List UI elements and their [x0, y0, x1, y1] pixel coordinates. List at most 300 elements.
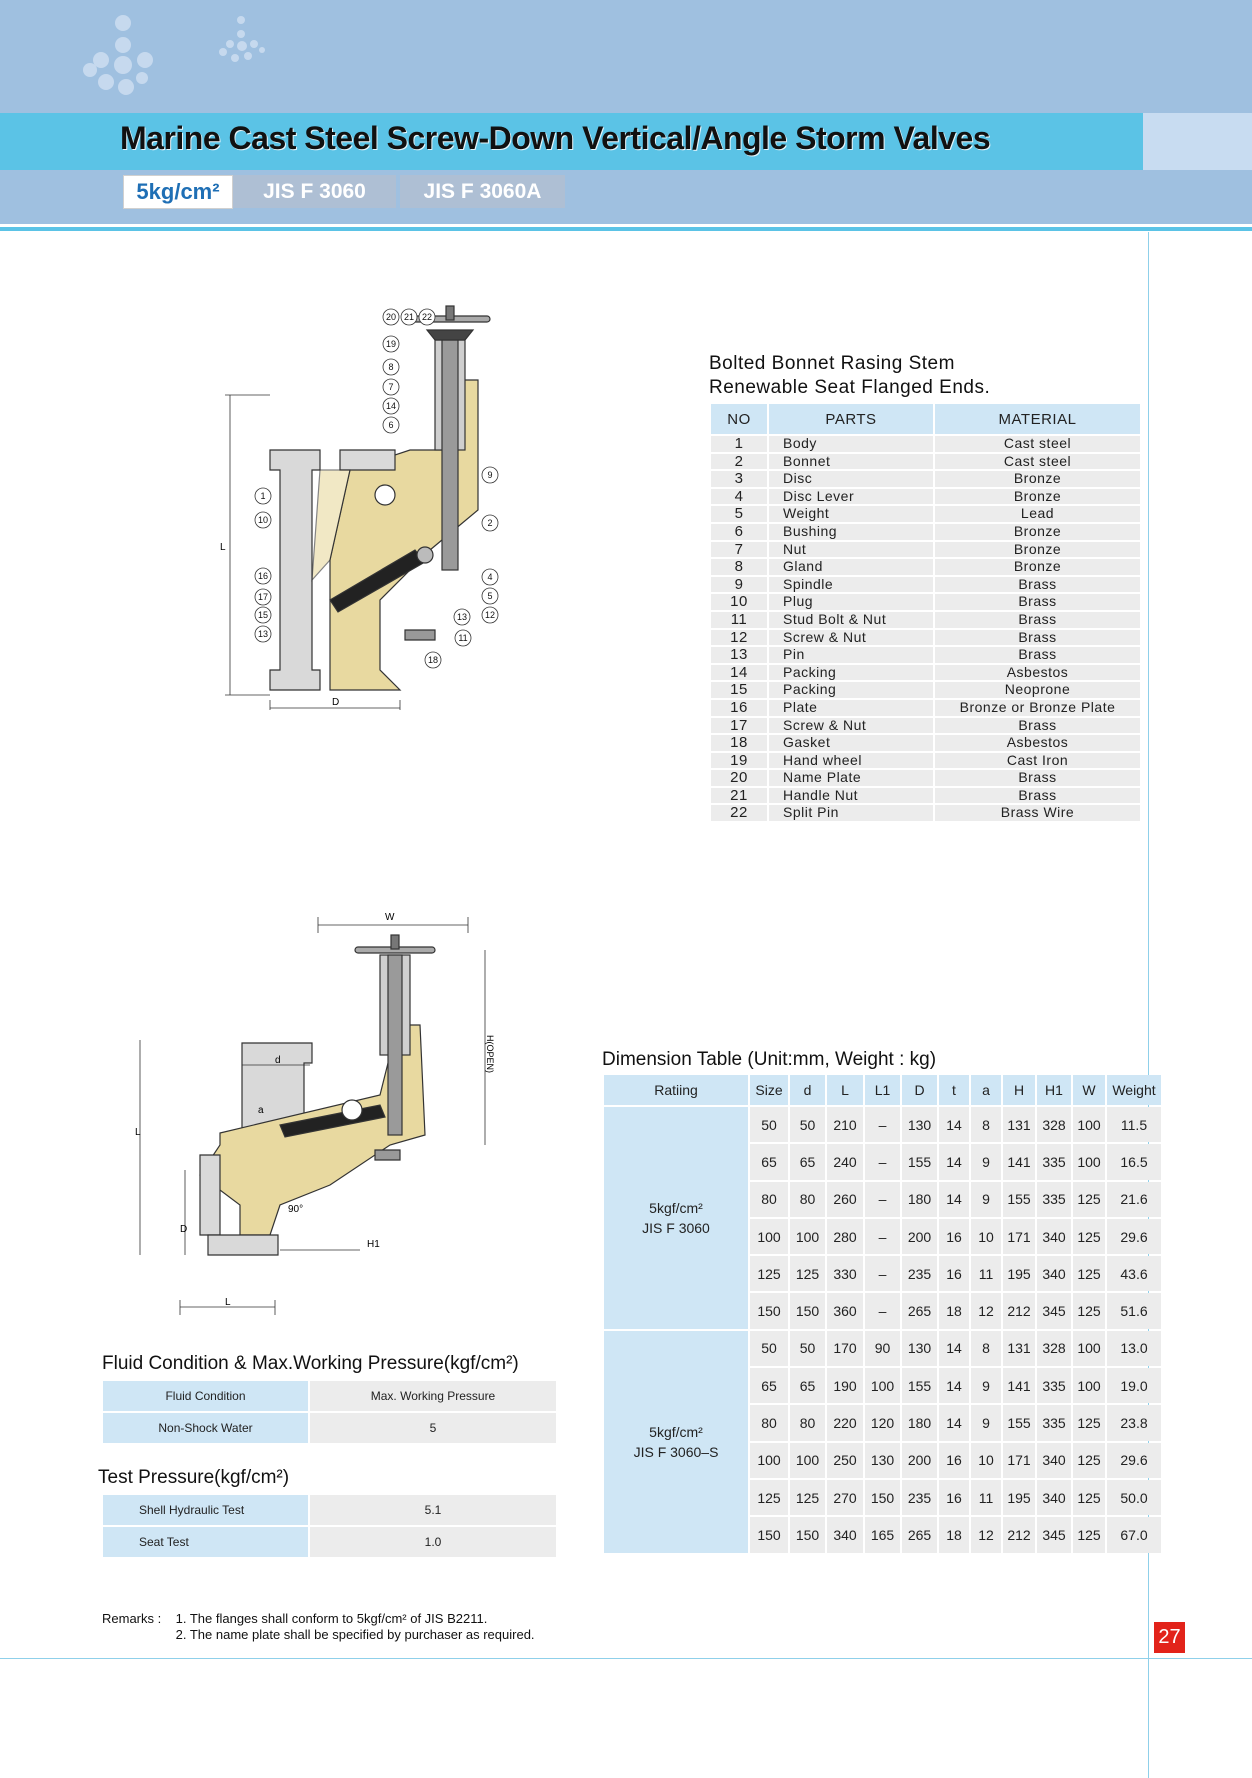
part-name: Disc Lever: [769, 489, 933, 505]
part-material: Asbestos: [935, 735, 1140, 751]
dim-cell-weight: 51.6: [1107, 1293, 1161, 1328]
dim-cell-W: 125: [1073, 1219, 1105, 1254]
dim-cell-d: 150: [790, 1517, 825, 1552]
callout-13-left: 13: [257, 629, 269, 639]
dim-cell-L: 280: [827, 1219, 863, 1254]
col-header-rating: Ratiing: [604, 1075, 748, 1105]
part-name: Spindle: [769, 577, 933, 593]
dim-cell-L: 220: [827, 1405, 863, 1440]
remark-item-1: 1. The flanges shall conform to 5kgf/cm² of JIS B2211.: [175, 1611, 488, 1626]
part-material: Bronze: [935, 489, 1140, 505]
dim-cell-H1: 340: [1037, 1256, 1071, 1291]
page-title: Marine Cast Steel Screw-Down Vertical/Angle Storm Valves: [120, 120, 991, 156]
part-number: 17: [711, 718, 767, 734]
parts-row: [711, 735, 1140, 751]
dim-cell-H: 155: [1003, 1182, 1035, 1217]
part-number: 7: [711, 542, 767, 558]
callout-10: 10: [257, 515, 269, 525]
dim-cell-size: 65: [750, 1144, 788, 1179]
dim-cell-H1: 328: [1037, 1331, 1071, 1366]
dim-cell-weight: 50.0: [1107, 1480, 1161, 1515]
dim-cell-a: 11: [971, 1480, 1001, 1515]
part-material: Brass: [935, 647, 1140, 663]
part-material: Neoprone: [935, 682, 1140, 698]
dim-label-H1: H1: [367, 1239, 380, 1250]
col-header-size: Size: [750, 1075, 788, 1105]
dim-cell-d: 80: [790, 1182, 825, 1217]
test-row-seat-value: 1.0: [310, 1527, 556, 1557]
part-name: Gasket: [769, 735, 933, 751]
dim-cell-t: 14: [939, 1368, 969, 1403]
dim-cell-a: 9: [971, 1182, 1001, 1217]
dim-cell-H: 171: [1003, 1443, 1035, 1478]
part-number: 16: [711, 700, 767, 716]
test-pressure-table: [101, 1493, 558, 1559]
remarks: [102, 1611, 535, 1643]
part-number: 20: [711, 770, 767, 786]
dim-cell-weight: 67.0: [1107, 1517, 1161, 1552]
dim-cell-t: 16: [939, 1219, 969, 1254]
dim-cell-weight: 29.6: [1107, 1219, 1161, 1254]
dim-label-angle-90: 90°: [288, 1204, 304, 1215]
part-number: 12: [711, 630, 767, 646]
dim-cell-W: 125: [1073, 1480, 1105, 1515]
parts-heading-line2: Renewable Seat Flanged Ends.: [709, 377, 991, 398]
parts-heading: [709, 352, 990, 400]
dim-cell-H: 195: [1003, 1480, 1035, 1515]
dim-cell-L: 330: [827, 1256, 863, 1291]
dim-cell-L1: –: [865, 1182, 900, 1217]
dim-cell-d: 65: [790, 1144, 825, 1179]
dim-label-a: a: [258, 1105, 264, 1116]
dim-cell-H1: 345: [1037, 1293, 1071, 1328]
dim-cell-a: 12: [971, 1517, 1001, 1552]
part-name: Stud Bolt & Nut: [769, 612, 933, 628]
dim-cell-weight: 21.6: [1107, 1182, 1161, 1217]
part-material: Brass: [935, 630, 1140, 646]
dim-cell-d: 125: [790, 1480, 825, 1515]
part-name: Hand wheel: [769, 753, 933, 769]
part-number: 22: [711, 805, 767, 821]
dim-cell-L1: 100: [865, 1368, 900, 1403]
dim-cell-size: 150: [750, 1293, 788, 1328]
dim-cell-t: 14: [939, 1144, 969, 1179]
dim-cell-H1: 328: [1037, 1107, 1071, 1142]
rating-line2: JIS F 3060–S: [633, 1443, 719, 1460]
test-pressure-heading: Test Pressure(kgf/cm²): [98, 1467, 290, 1488]
fluid-row-condition: Non-Shock Water: [103, 1413, 308, 1443]
rating-line1: 5kgf/cm²: [649, 1199, 703, 1216]
col-header-H: H: [1003, 1075, 1035, 1105]
footer-rule: [0, 1658, 1252, 1659]
part-number: 9: [711, 577, 767, 593]
dot-logo-decoration: [70, 8, 280, 108]
dim-cell-t: 18: [939, 1293, 969, 1328]
part-number: 18: [711, 735, 767, 751]
col-header-L1: L1: [865, 1075, 900, 1105]
callout-19: 19: [385, 339, 397, 349]
rating-line1: 5kgf/cm²: [649, 1423, 703, 1440]
dim-cell-H1: 340: [1037, 1443, 1071, 1478]
callout-5: 5: [487, 591, 493, 601]
part-material: Brass: [935, 718, 1140, 734]
part-material: Bronze: [935, 471, 1140, 487]
dim-cell-t: 18: [939, 1517, 969, 1552]
callout-20: 20: [385, 312, 397, 322]
part-number: 8: [711, 559, 767, 575]
dim-cell-L1: –: [865, 1144, 900, 1179]
dim-cell-t: 16: [939, 1443, 969, 1478]
callout-12: 12: [484, 610, 496, 620]
dim-cell-a: 12: [971, 1293, 1001, 1328]
part-name: Screw & Nut: [769, 630, 933, 646]
parts-row: [711, 454, 1140, 470]
dim-cell-a: 8: [971, 1107, 1001, 1142]
test-row-shell-value: 5.1: [310, 1495, 556, 1525]
parts-row: [711, 559, 1140, 575]
dim-cell-size: 100: [750, 1443, 788, 1478]
parts-row: [711, 506, 1140, 522]
parts-row: [711, 436, 1140, 452]
callout-17: 17: [257, 592, 269, 602]
dim-cell-W: 100: [1073, 1368, 1105, 1403]
part-material: Brass Wire: [935, 805, 1140, 821]
part-number: 11: [711, 612, 767, 628]
fluid-header-pressure: Max. Working Pressure: [310, 1381, 556, 1411]
part-name: Nut: [769, 542, 933, 558]
dim-cell-L: 270: [827, 1480, 863, 1515]
part-name: Disc: [769, 471, 933, 487]
fluid-condition-heading: Fluid Condition & Max.Working Pressure(kgf/cm²): [102, 1353, 519, 1374]
parts-row: [711, 612, 1140, 628]
dim-label-D: D: [332, 697, 340, 708]
part-name: Plug: [769, 594, 933, 610]
dim-cell-size: 100: [750, 1219, 788, 1254]
dim-cell-weight: 29.6: [1107, 1443, 1161, 1478]
part-name: Weight: [769, 506, 933, 522]
dim-cell-d: 150: [790, 1293, 825, 1328]
col-header-material: MATERIAL: [935, 404, 1140, 434]
dim-cell-D: 180: [902, 1405, 937, 1440]
dim-cell-L1: –: [865, 1107, 900, 1142]
dim-cell-t: 14: [939, 1331, 969, 1366]
part-name: Body: [769, 436, 933, 452]
part-name: Gland: [769, 559, 933, 575]
dim-cell-W: 125: [1073, 1443, 1105, 1478]
dim-cell-D: 200: [902, 1219, 937, 1254]
dim-cell-H1: 335: [1037, 1368, 1071, 1403]
dim-cell-t: 14: [939, 1405, 969, 1440]
dim-cell-weight: 11.5: [1107, 1107, 1161, 1142]
test-row-seat-label: Seat Test: [103, 1527, 308, 1557]
dim-cell-W: 125: [1073, 1517, 1105, 1552]
part-number: 3: [711, 471, 767, 487]
callout-22: 22: [421, 312, 433, 322]
dim-cell-L: 190: [827, 1368, 863, 1403]
dim-cell-d: 100: [790, 1443, 825, 1478]
parts-row: [711, 665, 1140, 681]
dim-cell-L1: 90: [865, 1331, 900, 1366]
col-header-L: L: [827, 1075, 863, 1105]
callout-6: 6: [388, 420, 394, 430]
parts-row: [711, 489, 1140, 505]
part-number: 2: [711, 454, 767, 470]
part-material: Brass: [935, 770, 1140, 786]
dim-cell-L: 260: [827, 1182, 863, 1217]
part-name: Packing: [769, 665, 933, 681]
dim-cell-H1: 340: [1037, 1219, 1071, 1254]
dim-cell-L: 170: [827, 1331, 863, 1366]
title-band-accent: [1143, 113, 1252, 170]
angle-valve-cross-section-diagram: [130, 905, 510, 1325]
dim-cell-H: 171: [1003, 1219, 1035, 1254]
dim-cell-size: 125: [750, 1480, 788, 1515]
callout-13-right: 13: [456, 612, 468, 622]
callout-15: 15: [257, 610, 269, 620]
parts-row: [711, 524, 1140, 540]
dim-cell-H: 212: [1003, 1293, 1035, 1328]
parts-row: [711, 718, 1140, 734]
col-header-D: D: [902, 1075, 937, 1105]
callout-2: 2: [487, 518, 493, 528]
dim-cell-D: 235: [902, 1256, 937, 1291]
dim-cell-weight: 16.5: [1107, 1144, 1161, 1179]
fluid-row-pressure: 5: [310, 1413, 556, 1443]
dimension-table-heading: Dimension Table (Unit:mm, Weight : kg): [602, 1049, 937, 1070]
part-name: Plate: [769, 700, 933, 716]
dimension-row: [604, 1331, 1161, 1366]
dim-cell-t: 14: [939, 1182, 969, 1217]
dim-cell-d: 125: [790, 1256, 825, 1291]
rating-cell: [604, 1107, 748, 1329]
part-number: 5: [711, 506, 767, 522]
dim-cell-L: 340: [827, 1517, 863, 1552]
parts-row: [711, 577, 1140, 593]
dim-cell-a: 11: [971, 1256, 1001, 1291]
dim-cell-L1: 120: [865, 1405, 900, 1440]
dim-cell-H1: 340: [1037, 1480, 1071, 1515]
part-name: Bushing: [769, 524, 933, 540]
part-number: 4: [711, 489, 767, 505]
dim-cell-size: 150: [750, 1517, 788, 1552]
header-divider: [0, 227, 1252, 231]
dimension-table: [602, 1073, 1163, 1555]
test-row-shell-label: Shell Hydraulic Test: [103, 1495, 308, 1525]
remark-item-2: 2. The name plate shall be specified by purchaser as required.: [175, 1627, 535, 1642]
col-header-d: d: [790, 1075, 825, 1105]
fluid-condition-table: [101, 1379, 558, 1445]
parts-row: [711, 682, 1140, 698]
part-material: Lead: [935, 506, 1140, 522]
callout-4: 4: [487, 572, 493, 582]
dim-cell-size: 80: [750, 1182, 788, 1217]
col-header-weight: Weight: [1107, 1075, 1161, 1105]
dim-cell-D: 265: [902, 1517, 937, 1552]
callout-14: 14: [385, 401, 397, 411]
dim-cell-H1: 335: [1037, 1182, 1071, 1217]
parts-row: [711, 700, 1140, 716]
part-material: Brass: [935, 612, 1140, 628]
dim-cell-H: 195: [1003, 1256, 1035, 1291]
dim-cell-H: 155: [1003, 1405, 1035, 1440]
dim-cell-H: 141: [1003, 1144, 1035, 1179]
dim-cell-d: 50: [790, 1331, 825, 1366]
parts-row: [711, 805, 1140, 821]
dim-cell-a: 10: [971, 1443, 1001, 1478]
dim-cell-a: 9: [971, 1144, 1001, 1179]
dim-cell-a: 9: [971, 1405, 1001, 1440]
part-name: Split Pin: [769, 805, 933, 821]
dim-cell-a: 8: [971, 1331, 1001, 1366]
dim-cell-t: 14: [939, 1107, 969, 1142]
dim-cell-D: 155: [902, 1368, 937, 1403]
dim-label-W: W: [385, 912, 395, 923]
fluid-header-condition: Fluid Condition: [103, 1381, 308, 1411]
dim-cell-a: 10: [971, 1219, 1001, 1254]
part-number: 21: [711, 788, 767, 804]
part-number: 6: [711, 524, 767, 540]
callout-1: 1: [260, 491, 266, 501]
dim-cell-H: 131: [1003, 1331, 1035, 1366]
callout-9: 9: [487, 470, 493, 480]
dim-cell-W: 125: [1073, 1256, 1105, 1291]
part-material: Cast steel: [935, 454, 1140, 470]
dim-cell-D: 130: [902, 1107, 937, 1142]
parts-material-table: [709, 402, 1142, 823]
pressure-rating-tab: 5kg/cm²: [123, 175, 233, 209]
standard-tab-jis-f3060: JIS F 3060: [233, 175, 396, 208]
parts-row: [711, 770, 1140, 786]
part-name: Screw & Nut: [769, 718, 933, 734]
part-name: Pin: [769, 647, 933, 663]
part-material: Bronze: [935, 542, 1140, 558]
dim-cell-L1: 150: [865, 1480, 900, 1515]
dim-cell-d: 65: [790, 1368, 825, 1403]
dim-cell-L1: 130: [865, 1443, 900, 1478]
parts-row: [711, 788, 1140, 804]
dim-cell-W: 100: [1073, 1331, 1105, 1366]
part-material: Brass: [935, 594, 1140, 610]
dim-cell-D: 180: [902, 1182, 937, 1217]
callout-11: 11: [458, 633, 468, 643]
dim-cell-H1: 345: [1037, 1517, 1071, 1552]
dim-cell-L1: –: [865, 1256, 900, 1291]
parts-row: [711, 647, 1140, 663]
dim-cell-W: 100: [1073, 1144, 1105, 1179]
col-header-H1: H1: [1037, 1075, 1071, 1105]
part-number: 15: [711, 682, 767, 698]
rating-cell: [604, 1331, 748, 1553]
col-header-a: a: [971, 1075, 1001, 1105]
dim-cell-L: 210: [827, 1107, 863, 1142]
parts-row: [711, 753, 1140, 769]
dim-label-L-angle: L: [135, 1127, 141, 1138]
dim-cell-W: 125: [1073, 1293, 1105, 1328]
dim-cell-D: 155: [902, 1144, 937, 1179]
dim-cell-size: 50: [750, 1107, 788, 1142]
dim-cell-L1: –: [865, 1219, 900, 1254]
parts-row: [711, 471, 1140, 487]
dim-cell-W: 125: [1073, 1182, 1105, 1217]
callout-7: 7: [388, 382, 394, 392]
dim-cell-size: 50: [750, 1331, 788, 1366]
part-material: Brass: [935, 788, 1140, 804]
part-name: Handle Nut: [769, 788, 933, 804]
dimension-row: [604, 1107, 1161, 1142]
dim-cell-H1: 335: [1037, 1405, 1071, 1440]
standard-tab-jis-f3060a: JIS F 3060A: [400, 175, 565, 208]
dim-label-D-angle: D: [180, 1224, 188, 1235]
parts-row: [711, 594, 1140, 610]
dim-cell-d: 80: [790, 1405, 825, 1440]
dim-cell-L: 250: [827, 1443, 863, 1478]
dim-label-L-bottom: L: [225, 1297, 231, 1308]
dim-cell-size: 65: [750, 1368, 788, 1403]
dim-cell-H1: 335: [1037, 1144, 1071, 1179]
dim-label-L: L: [220, 542, 226, 553]
part-number: 10: [711, 594, 767, 610]
dim-cell-size: 80: [750, 1405, 788, 1440]
dim-cell-weight: 13.0: [1107, 1331, 1161, 1366]
dim-cell-weight: 19.0: [1107, 1368, 1161, 1403]
part-material: Cast steel: [935, 436, 1140, 452]
page-number-badge: 27: [1154, 1622, 1185, 1653]
part-material: Bronze: [935, 524, 1140, 540]
parts-heading-line1: Bolted Bonnet Rasing Stem: [709, 353, 955, 374]
col-header-parts: PARTS: [769, 404, 933, 434]
callout-8: 8: [388, 362, 394, 372]
part-number: 19: [711, 753, 767, 769]
parts-row: [711, 630, 1140, 646]
dim-label-H-open: H(OPEN): [485, 1035, 495, 1073]
dim-cell-L1: –: [865, 1293, 900, 1328]
dim-cell-D: 265: [902, 1293, 937, 1328]
dim-cell-D: 200: [902, 1443, 937, 1478]
rating-line2: JIS F 3060: [642, 1219, 710, 1236]
part-number: 13: [711, 647, 767, 663]
dim-cell-W: 125: [1073, 1405, 1105, 1440]
dim-cell-L1: 165: [865, 1517, 900, 1552]
callout-18: 18: [427, 655, 439, 665]
dim-cell-H: 212: [1003, 1517, 1035, 1552]
col-header-no: NO: [711, 404, 767, 434]
part-material: Asbestos: [935, 665, 1140, 681]
col-header-t: t: [939, 1075, 969, 1105]
dim-cell-H: 131: [1003, 1107, 1035, 1142]
part-number: 1: [711, 436, 767, 452]
dim-cell-L: 240: [827, 1144, 863, 1179]
dim-cell-weight: 43.6: [1107, 1256, 1161, 1291]
dim-cell-d: 50: [790, 1107, 825, 1142]
remarks-label: Remarks :: [102, 1611, 162, 1626]
dim-cell-H: 141: [1003, 1368, 1035, 1403]
part-material: Cast Iron: [935, 753, 1140, 769]
dim-cell-a: 9: [971, 1368, 1001, 1403]
part-name: Bonnet: [769, 454, 933, 470]
dim-cell-weight: 23.8: [1107, 1405, 1161, 1440]
dim-cell-size: 125: [750, 1256, 788, 1291]
part-number: 14: [711, 665, 767, 681]
dim-label-d: d: [275, 1055, 281, 1066]
dim-cell-L: 360: [827, 1293, 863, 1328]
dim-cell-t: 16: [939, 1480, 969, 1515]
dim-cell-D: 130: [902, 1331, 937, 1366]
part-material: Brass: [935, 577, 1140, 593]
dim-cell-t: 16: [939, 1256, 969, 1291]
part-name: Packing: [769, 682, 933, 698]
callout-16: 16: [257, 571, 269, 581]
parts-row: [711, 542, 1140, 558]
